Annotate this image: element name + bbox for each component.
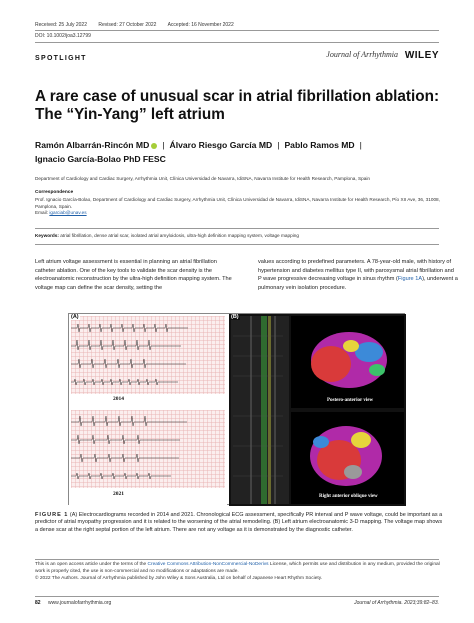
panel-label-b: (B) (231, 314, 239, 320)
footer-citation: Journal of Arrhythmia. 2023;39:82–83. (354, 600, 439, 606)
correspondence-text: Prof. Ignacio García-Bolao, Department of Cardiology and Cardiac Surgery, Arrhythmia Unit, Clínica Universidad de Navarra, IdiSNA, Navarra Institute for Health Research, Pío XII Ave, 36, 31008, Pamplona, Spain. (35, 197, 440, 209)
affiliation: Department of Cardiology and Cardiac Surgery, Arrhythmia Unit, Clínica Universidad de Navarra, IdiSNA, Navarra Institute for Health Research, Pamplona, Spain (35, 176, 370, 181)
header-divider (35, 30, 439, 31)
author-separator: | (162, 140, 165, 150)
author-separator: | (277, 140, 280, 150)
figure-caption-label: FIGURE 1 (35, 512, 69, 518)
received-date: Received: 25 July 2022 (35, 22, 87, 28)
doi[interactable]: DOI: 10.1002/joa3.12799 (35, 33, 91, 39)
email-link[interactable]: igarciab@unav.es (49, 210, 87, 215)
copyright: © 2022 The Authors. Journal of Arrhythmia published by John Wiley & Sons Australia, Ltd on behalf of Japanese Heart Rhythm Society. (35, 575, 323, 581)
page-number: 82 (35, 600, 41, 606)
view-label-pa: Postero-anterior view (327, 398, 374, 403)
license-text: This is an open access article under the terms of the (35, 562, 148, 567)
history-dates (35, 22, 244, 28)
license-text: License, which permits use and distribution in any medium, provided the original work is properly cited, the use is non-commercial and no modifications or adaptations are made. (35, 562, 440, 574)
atrium-map-rao (291, 412, 404, 504)
section-label: SPOTLIGHT (35, 55, 87, 62)
figure-1a-link[interactable]: Figure 1A (397, 276, 423, 283)
license-link[interactable]: Creative Commons Attribution-NonCommercial-NoDerivs (147, 562, 269, 567)
electroanatomic-map-panel (229, 314, 406, 506)
ecg-year-2021: 2021 (113, 491, 124, 497)
journal-site-link[interactable]: www.journalofarrhythmia.org (47, 600, 112, 606)
orcid-icon[interactable] (151, 143, 157, 149)
map-postero-anterior (291, 316, 404, 408)
author-list (35, 138, 445, 166)
body-column-left: Left atrium voltage assessment is essential in planning an atrial fibrillation catheter ablation. One of the key tools to validate the scar density is the electroanatomic reconstruction by the ultra-high definition mapping system. The voltage map can define the scar density, setting the (35, 259, 232, 291)
atrium-map-pa (291, 316, 404, 408)
keywords-divider-2 (35, 244, 439, 245)
ecg-trace-2014 (71, 316, 225, 394)
accepted-date: Accepted: 16 November 2022 (167, 22, 234, 28)
revised-date: Revised: 27 October 2022 (98, 22, 157, 28)
signal-traces (231, 316, 289, 504)
footer-divider (35, 596, 439, 597)
correspondence-heading: Correspondence (35, 190, 74, 195)
keywords-text: atrial fibrillation, dense atrial scar, isolated atrial amyloidosis, ultra-high definition mapping system, voltage mapping (60, 233, 299, 238)
ecg-strip-2021 (71, 410, 225, 488)
header-divider-2 (35, 42, 439, 43)
author-1[interactable]: Ramón Albarrán-Rincón MD (35, 140, 150, 150)
keywords-divider (35, 228, 439, 229)
keywords-label: Keywords: (35, 233, 59, 238)
author-4[interactable]: Ignacio García-Bolao PhD FESC (35, 154, 166, 164)
footer-left (35, 600, 111, 606)
keywords (35, 233, 445, 238)
body-text: ), underwent a pulmonary vein isolation procedure. (258, 276, 458, 291)
license-footnote (35, 562, 445, 582)
journal-logo: Journal of Arrhythmia (326, 50, 398, 59)
ecg-trace-2021 (71, 410, 225, 488)
author-separator: | (359, 140, 362, 150)
ecg-strip-2014 (71, 316, 225, 394)
footnote-divider (35, 559, 439, 560)
figure-caption (35, 512, 445, 534)
body-text: values according to predefined parameters. A 78-year-old male, with history of hypertension and diabetes mellitus type II, with paroxysmal atrial fibrillation and P wave progressive decreasing voltage in sinus rhythm ( (258, 259, 454, 283)
panel-label-a: (A) (71, 314, 79, 320)
figure-caption-text: (A) Electrocardiograms recorded in 2014 and 2021. Chronological ECG assessment, specifically PR interval and P wave voltage, could be important as a predictor of atrial myopathy progression and it is related to the worsening of the atrial remodeling. (B) Left atrium electroanatomic 3-D mapping. The voltage map shows a dense scar at the right septal portion of the left atrium. There are not any voltage as it is demonstrated by the diagnostic catheter. (35, 512, 443, 533)
ecg-panel (69, 314, 227, 506)
article-title: A rare case of unusual scar in atrial fibrillation ablation: The “Yin-Yang” left atrium (35, 88, 440, 123)
author-3[interactable]: Pablo Ramos MD (284, 140, 355, 150)
correspondence (35, 197, 445, 217)
author-2[interactable]: Álvaro Riesgo García MD (169, 140, 273, 150)
figure-1 (68, 313, 405, 505)
publisher-logo: WILEY (404, 50, 439, 61)
view-label-rao: Right anterior oblique view (319, 494, 378, 499)
signal-strip (231, 316, 289, 504)
email-label: Email: (35, 210, 49, 215)
map-right-anterior-oblique (291, 412, 404, 504)
ecg-year-2014: 2014 (113, 396, 124, 402)
body-column-right (258, 258, 458, 292)
